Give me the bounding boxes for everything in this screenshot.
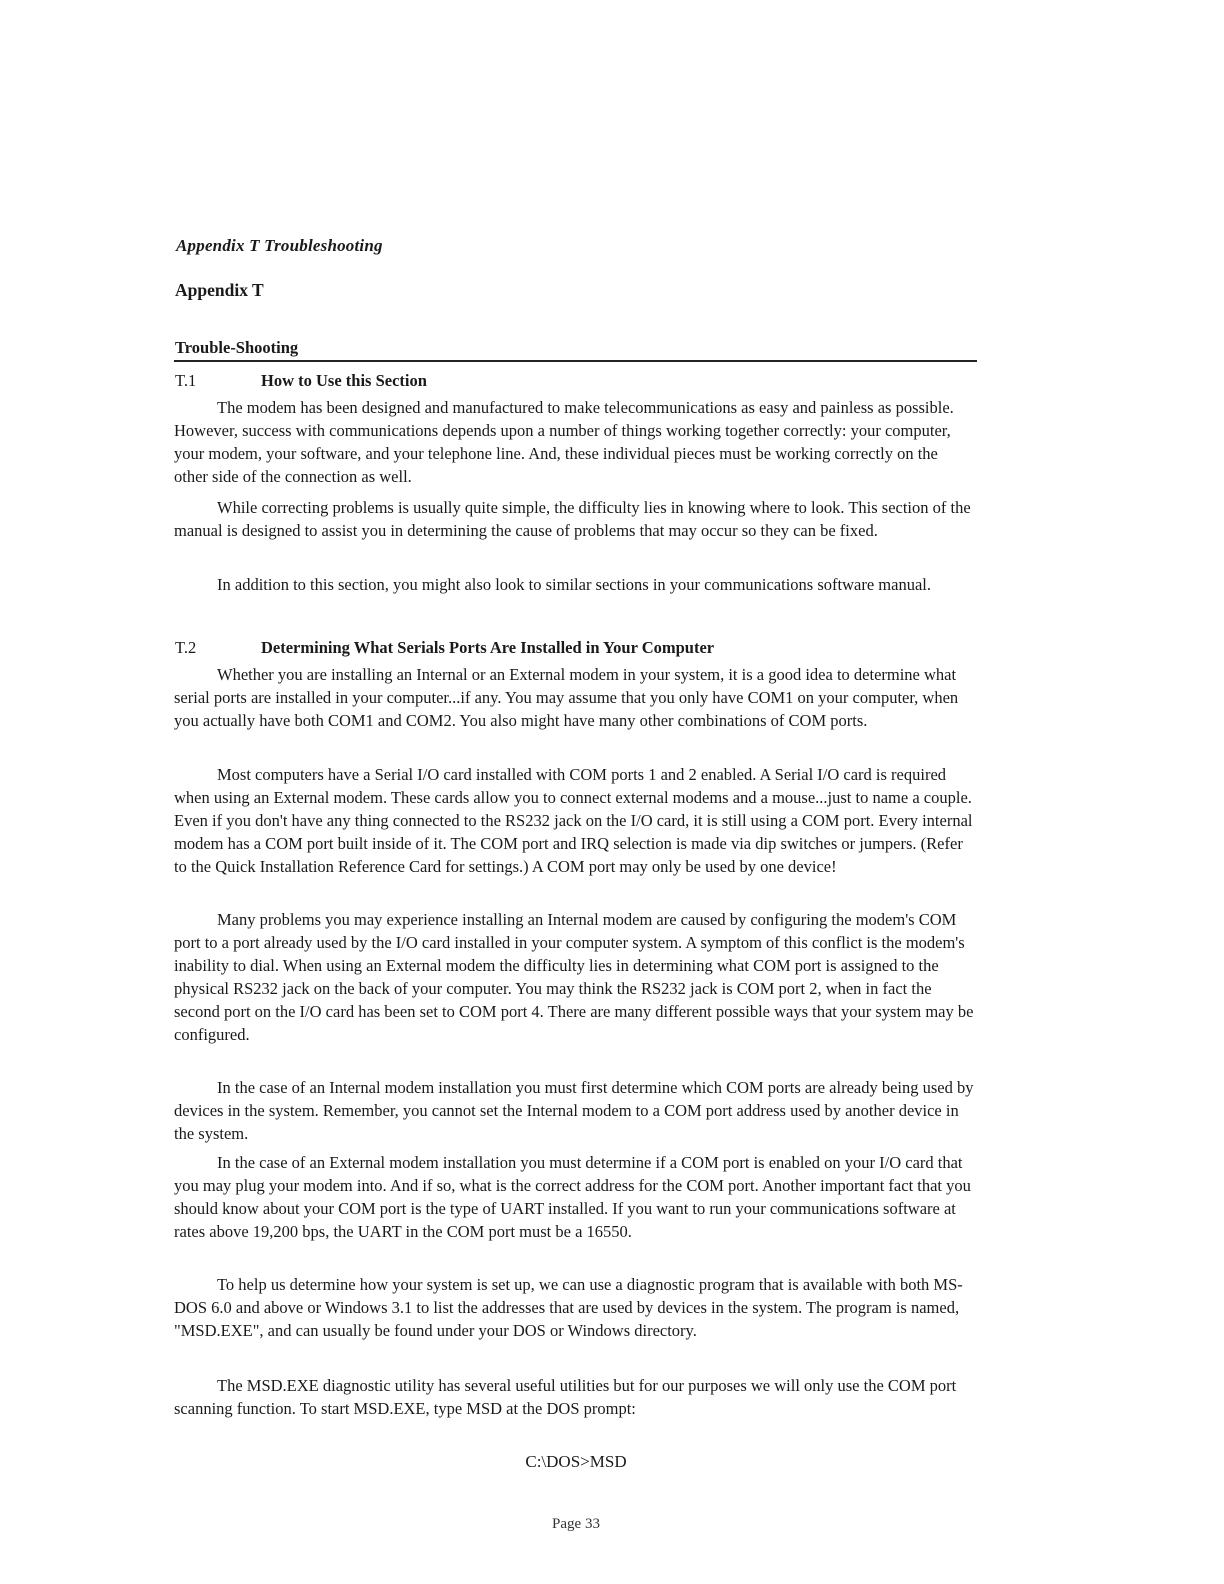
chapter-title: Trouble-Shooting — [175, 338, 299, 357]
section-title: Determining What Serials Ports Are Installed in Your Computer — [261, 638, 715, 657]
paragraph — [174, 1374, 974, 1420]
paragraph-text: The MSD.EXE diagnostic utility has several useful utilities but for our purposes we will only use the COM port scanning function. To start MSD.EXE, type MSD at the DOS prompt: — [174, 1376, 957, 1418]
section-heading-t1 — [175, 371, 427, 391]
section-number: T.2 — [175, 638, 197, 657]
paragraph — [174, 908, 974, 1046]
paragraph-text: Many problems you may experience installing an Internal modem are caused by configuring the modem's COM port to a port already used by the I/O card installed in your computer system. A symptom of this conflict is the modem's inability to dial. When using an External modem the difficulty lies in determining what COM port is assigned to the physical RS232 jack on the back of your computer. You may think the RS232 jack is COM port 2, when in fact the second port on the I/O card has been set to COM port 4. There are many different possible ways that your system may be configured. — [174, 910, 974, 1044]
paragraph-text: In the case of an Internal modem installation you must first determine which COM ports are already being used by devices in the system. Remember, you cannot set the Internal modem to a COM port address used by another device in the system. — [174, 1078, 974, 1143]
paragraph-text: Most computers have a Serial I/O card installed with COM ports 1 and 2 enabled. A Serial I/O card is required when using an External modem. These cards allow you to connect external modems and a mouse...just to name a couple. Even if you don't have any thing connected to the RS232 jack on the I/O card, it is still using a COM port. Every internal modem has a COM port built inside of it. The COM port and IRQ selection is made via dip switches or jumpers. (Refer to the Quick Installation Reference Card for settings.) A COM port may only be used by one device! — [174, 765, 973, 876]
paragraph-text: To help us determine how your system is set up, we can use a diagnostic program that is available with both MS-DOS 6.0 and above or Windows 3.1 to list the addresses that are used by devices in the system. The program is named, "MSD.EXE", and can usually be found under your DOS or Windows directory. — [174, 1275, 963, 1340]
paragraph — [174, 663, 974, 732]
paragraph-text: The modem has been designed and manufactured to make telecommunications as easy and painless as possible. However, success with communications depends upon a number of things working together correctly: your computer, your modem, your software, and your telephone line. And, these individual pieces must be working correctly on the other side of the connection as well. — [174, 398, 954, 486]
paragraph — [174, 496, 974, 542]
paragraph-text: Whether you are installing an Internal or an External modem in your system, it is a good idea to determine what serial ports are installed in your computer...if any. You may assume that you only have COM1 on your computer, when you actually have both COM1 and COM2. You also might have many other combinations of COM ports. — [174, 665, 959, 730]
section-title: How to Use this Section — [261, 371, 427, 390]
paragraph — [174, 396, 974, 488]
dos-command-line: C:\DOS>MSD — [525, 1452, 627, 1471]
page-number: Page 33 — [552, 1516, 600, 1532]
running-header: Appendix T Troubleshooting — [176, 236, 383, 255]
appendix-title: Appendix T — [175, 280, 264, 300]
document-page — [174, 0, 978, 1584]
paragraph — [174, 1273, 974, 1342]
paragraph — [174, 1076, 974, 1145]
title-rule — [174, 360, 977, 362]
paragraph-text: In the case of an External modem installation you must determine if a COM port is enabled on your I/O card that you may plug your modem into. And if so, what is the correct address for the COM port. Another important fact that you should know about your COM port is the type of UART installed. If you want to run your communications software at rates above 19,200 bps, the UART in the COM port must be a 16550. — [174, 1153, 971, 1241]
paragraph-text: While correcting problems is usually quite simple, the difficulty lies in knowing where to look. This section of the manual is designed to assist you in determining the cause of problems that may occur so they can be fixed. — [174, 498, 971, 540]
paragraph-text: In addition to this section, you might also look to similar sections in your communications software manual. — [217, 575, 931, 594]
paragraph — [174, 763, 974, 878]
paragraph — [174, 573, 974, 596]
section-number: T.1 — [175, 371, 197, 390]
section-heading-t2 — [175, 638, 714, 658]
paragraph — [174, 1151, 974, 1243]
